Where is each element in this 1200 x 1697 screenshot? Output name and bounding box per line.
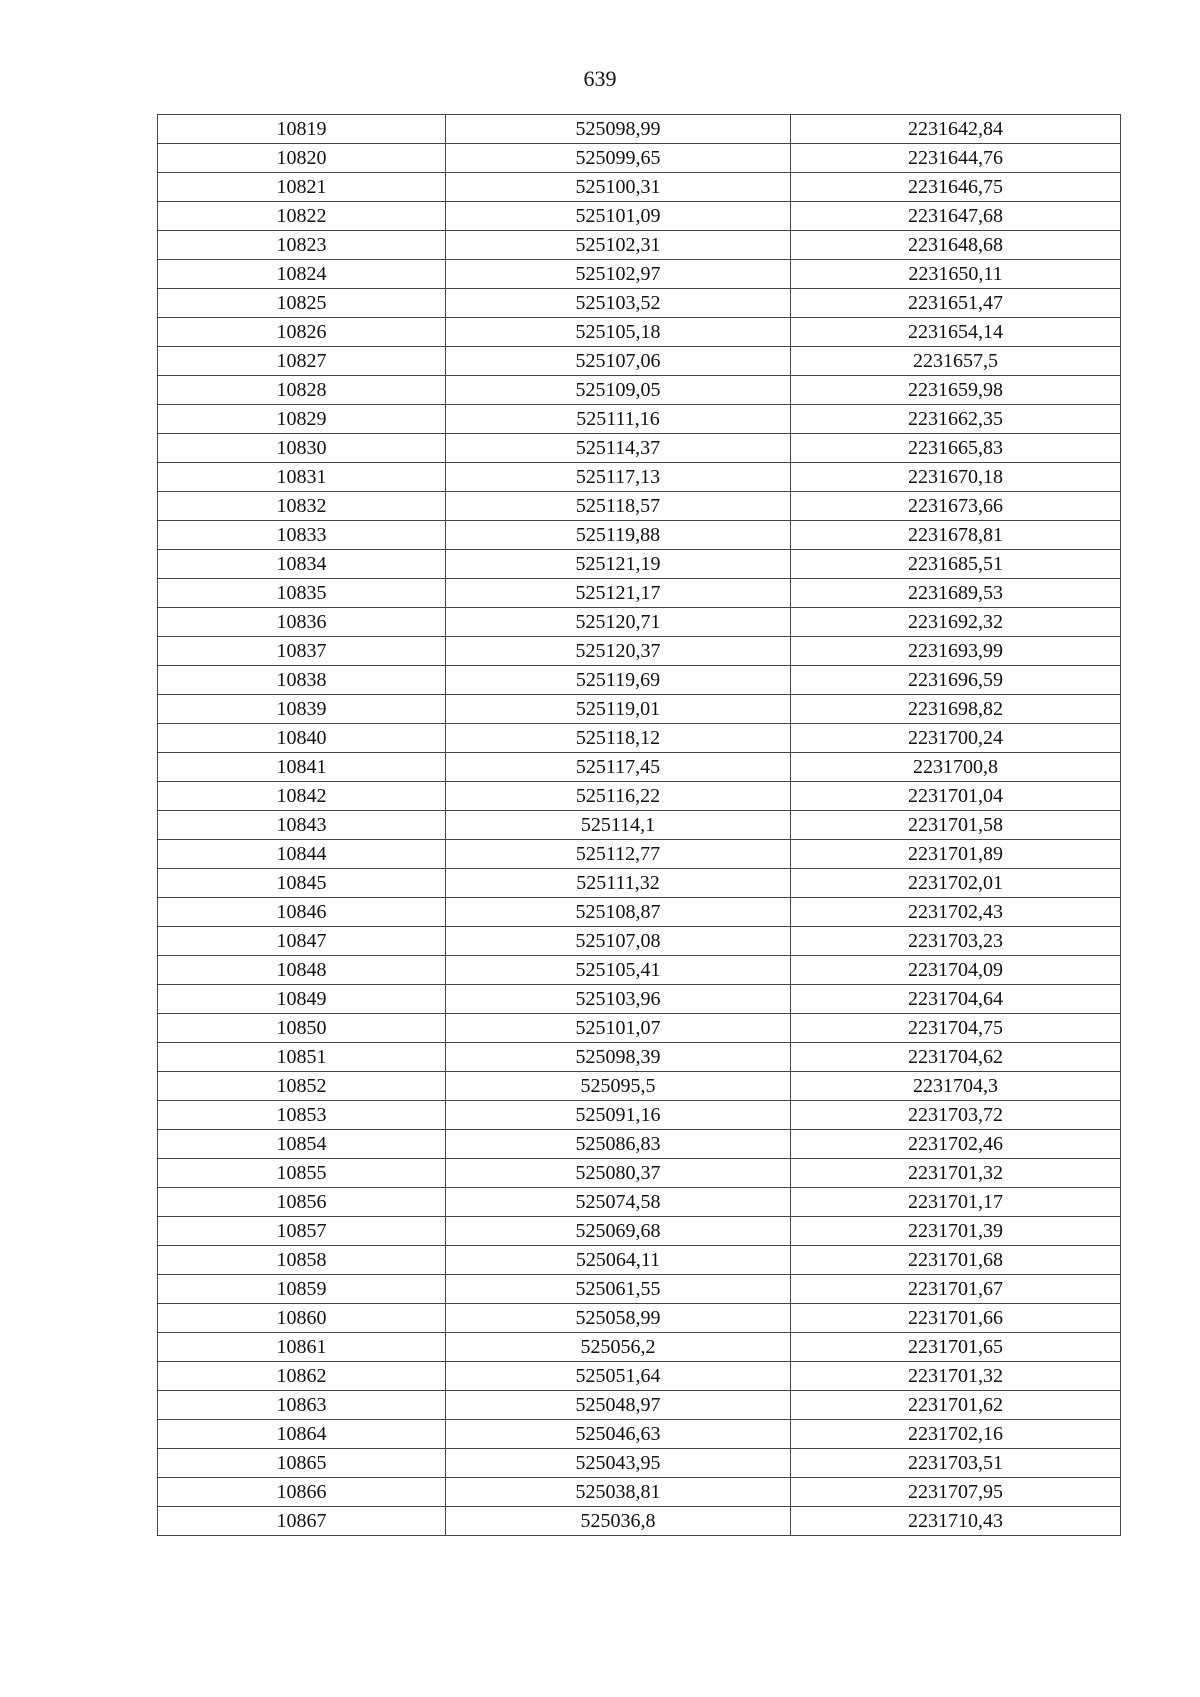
table-row (158, 1014, 1121, 1043)
y-coordinate-cell: 2231701,39 (791, 1217, 1121, 1246)
x-coordinate-cell: 525111,32 (446, 869, 791, 898)
y-coordinate-cell: 2231670,18 (791, 463, 1121, 492)
table-row (158, 1188, 1121, 1217)
x-coordinate-cell: 525114,1 (446, 811, 791, 840)
x-coordinate-cell: 525112,77 (446, 840, 791, 869)
x-coordinate-cell: 525107,06 (446, 347, 791, 376)
table-row (158, 289, 1121, 318)
point-number-cell: 10830 (158, 434, 446, 463)
table-row (158, 840, 1121, 869)
x-coordinate-cell: 525108,87 (446, 898, 791, 927)
x-coordinate-cell: 525118,57 (446, 492, 791, 521)
table-row (158, 1072, 1121, 1101)
point-number-cell: 10841 (158, 753, 446, 782)
y-coordinate-cell: 2231644,76 (791, 144, 1121, 173)
y-coordinate-cell: 2231696,59 (791, 666, 1121, 695)
point-number-cell: 10852 (158, 1072, 446, 1101)
table-row (158, 1217, 1121, 1246)
table-row (158, 376, 1121, 405)
x-coordinate-cell: 525121,17 (446, 579, 791, 608)
table-row (158, 1275, 1121, 1304)
y-coordinate-cell: 2231701,04 (791, 782, 1121, 811)
y-coordinate-cell: 2231704,64 (791, 985, 1121, 1014)
table-row (158, 666, 1121, 695)
table-row (158, 405, 1121, 434)
y-coordinate-cell: 2231702,01 (791, 869, 1121, 898)
table-row (158, 898, 1121, 927)
point-number-cell: 10845 (158, 869, 446, 898)
x-coordinate-cell: 525116,22 (446, 782, 791, 811)
point-number-cell: 10857 (158, 1217, 446, 1246)
x-coordinate-cell: 525103,52 (446, 289, 791, 318)
table-row (158, 1391, 1121, 1420)
y-coordinate-cell: 2231703,72 (791, 1101, 1121, 1130)
y-coordinate-cell: 2231693,99 (791, 637, 1121, 666)
y-coordinate-cell: 2231692,32 (791, 608, 1121, 637)
x-coordinate-cell: 525119,69 (446, 666, 791, 695)
x-coordinate-cell: 525118,12 (446, 724, 791, 753)
y-coordinate-cell: 2231647,68 (791, 202, 1121, 231)
point-number-cell: 10851 (158, 1043, 446, 1072)
y-coordinate-cell: 2231701,65 (791, 1333, 1121, 1362)
point-number-cell: 10842 (158, 782, 446, 811)
point-number-cell: 10834 (158, 550, 446, 579)
point-number-cell: 10844 (158, 840, 446, 869)
point-number-cell: 10846 (158, 898, 446, 927)
table-row (158, 1449, 1121, 1478)
y-coordinate-cell: 2231662,35 (791, 405, 1121, 434)
point-number-cell: 10832 (158, 492, 446, 521)
table-row (158, 637, 1121, 666)
y-coordinate-cell: 2231701,66 (791, 1304, 1121, 1333)
coordinates-table (157, 114, 1121, 1536)
point-number-cell: 10864 (158, 1420, 446, 1449)
x-coordinate-cell: 525061,55 (446, 1275, 791, 1304)
point-number-cell: 10829 (158, 405, 446, 434)
point-number-cell: 10835 (158, 579, 446, 608)
y-coordinate-cell: 2231703,51 (791, 1449, 1121, 1478)
x-coordinate-cell: 525074,58 (446, 1188, 791, 1217)
table-row (158, 463, 1121, 492)
y-coordinate-cell: 2231703,23 (791, 927, 1121, 956)
point-number-cell: 10843 (158, 811, 446, 840)
x-coordinate-cell: 525105,41 (446, 956, 791, 985)
table-row (158, 492, 1121, 521)
point-number-cell: 10866 (158, 1478, 446, 1507)
y-coordinate-cell: 2231685,51 (791, 550, 1121, 579)
table-row (158, 521, 1121, 550)
y-coordinate-cell: 2231704,3 (791, 1072, 1121, 1101)
x-coordinate-cell: 525117,13 (446, 463, 791, 492)
table-row (158, 173, 1121, 202)
y-coordinate-cell: 2231678,81 (791, 521, 1121, 550)
point-number-cell: 10827 (158, 347, 446, 376)
table-row (158, 782, 1121, 811)
y-coordinate-cell: 2231702,16 (791, 1420, 1121, 1449)
point-number-cell: 10821 (158, 173, 446, 202)
x-coordinate-cell: 525080,37 (446, 1159, 791, 1188)
x-coordinate-cell: 525046,63 (446, 1420, 791, 1449)
x-coordinate-cell: 525095,5 (446, 1072, 791, 1101)
y-coordinate-cell: 2231698,82 (791, 695, 1121, 724)
table-row (158, 869, 1121, 898)
x-coordinate-cell: 525091,16 (446, 1101, 791, 1130)
x-coordinate-cell: 525105,18 (446, 318, 791, 347)
point-number-cell: 10819 (158, 115, 446, 144)
x-coordinate-cell: 525056,2 (446, 1333, 791, 1362)
y-coordinate-cell: 2231701,58 (791, 811, 1121, 840)
y-coordinate-cell: 2231701,68 (791, 1246, 1121, 1275)
y-coordinate-cell: 2231704,75 (791, 1014, 1121, 1043)
table-row (158, 985, 1121, 1014)
x-coordinate-cell: 525100,31 (446, 173, 791, 202)
table-row (158, 260, 1121, 289)
y-coordinate-cell: 2231701,62 (791, 1391, 1121, 1420)
x-coordinate-cell: 525109,05 (446, 376, 791, 405)
point-number-cell: 10820 (158, 144, 446, 173)
x-coordinate-cell: 525119,88 (446, 521, 791, 550)
table-row (158, 811, 1121, 840)
table-row (158, 144, 1121, 173)
y-coordinate-cell: 2231704,09 (791, 956, 1121, 985)
coordinates-table-body (158, 115, 1121, 1536)
x-coordinate-cell: 525048,97 (446, 1391, 791, 1420)
y-coordinate-cell: 2231659,98 (791, 376, 1121, 405)
point-number-cell: 10825 (158, 289, 446, 318)
x-coordinate-cell: 525058,99 (446, 1304, 791, 1333)
x-coordinate-cell: 525119,01 (446, 695, 791, 724)
x-coordinate-cell: 525098,99 (446, 115, 791, 144)
table-row (158, 1507, 1121, 1536)
y-coordinate-cell: 2231701,17 (791, 1188, 1121, 1217)
y-coordinate-cell: 2231710,43 (791, 1507, 1121, 1536)
x-coordinate-cell: 525114,37 (446, 434, 791, 463)
table-row (158, 550, 1121, 579)
y-coordinate-cell: 2231701,67 (791, 1275, 1121, 1304)
point-number-cell: 10854 (158, 1130, 446, 1159)
y-coordinate-cell: 2231651,47 (791, 289, 1121, 318)
table-row (158, 115, 1121, 144)
y-coordinate-cell: 2231702,43 (791, 898, 1121, 927)
x-coordinate-cell: 525098,39 (446, 1043, 791, 1072)
point-number-cell: 10860 (158, 1304, 446, 1333)
point-number-cell: 10855 (158, 1159, 446, 1188)
y-coordinate-cell: 2231673,66 (791, 492, 1121, 521)
table-row (158, 1304, 1121, 1333)
table-row (158, 1362, 1121, 1391)
table-row (158, 202, 1121, 231)
point-number-cell: 10853 (158, 1101, 446, 1130)
point-number-cell: 10847 (158, 927, 446, 956)
x-coordinate-cell: 525043,95 (446, 1449, 791, 1478)
x-coordinate-cell: 525120,37 (446, 637, 791, 666)
y-coordinate-cell: 2231657,5 (791, 347, 1121, 376)
point-number-cell: 10831 (158, 463, 446, 492)
table-row (158, 1159, 1121, 1188)
table-row (158, 1478, 1121, 1507)
table-row (158, 724, 1121, 753)
table-row (158, 927, 1121, 956)
y-coordinate-cell: 2231701,89 (791, 840, 1121, 869)
x-coordinate-cell: 525064,11 (446, 1246, 791, 1275)
point-number-cell: 10822 (158, 202, 446, 231)
x-coordinate-cell: 525111,16 (446, 405, 791, 434)
y-coordinate-cell: 2231704,62 (791, 1043, 1121, 1072)
table-row (158, 1420, 1121, 1449)
x-coordinate-cell: 525069,68 (446, 1217, 791, 1246)
table-row (158, 1101, 1121, 1130)
y-coordinate-cell: 2231654,14 (791, 318, 1121, 347)
table-row (158, 318, 1121, 347)
point-number-cell: 10850 (158, 1014, 446, 1043)
point-number-cell: 10862 (158, 1362, 446, 1391)
point-number-cell: 10828 (158, 376, 446, 405)
y-coordinate-cell: 2231646,75 (791, 173, 1121, 202)
point-number-cell: 10824 (158, 260, 446, 289)
point-number-cell: 10856 (158, 1188, 446, 1217)
y-coordinate-cell: 2231700,8 (791, 753, 1121, 782)
y-coordinate-cell: 2231702,46 (791, 1130, 1121, 1159)
point-number-cell: 10848 (158, 956, 446, 985)
point-number-cell: 10836 (158, 608, 446, 637)
x-coordinate-cell: 525102,97 (446, 260, 791, 289)
point-number-cell: 10826 (158, 318, 446, 347)
x-coordinate-cell: 525107,08 (446, 927, 791, 956)
x-coordinate-cell: 525102,31 (446, 231, 791, 260)
y-coordinate-cell: 2231650,11 (791, 260, 1121, 289)
point-number-cell: 10863 (158, 1391, 446, 1420)
table-row (158, 231, 1121, 260)
point-number-cell: 10833 (158, 521, 446, 550)
point-number-cell: 10859 (158, 1275, 446, 1304)
table-row (158, 1043, 1121, 1072)
x-coordinate-cell: 525120,71 (446, 608, 791, 637)
point-number-cell: 10867 (158, 1507, 446, 1536)
x-coordinate-cell: 525101,07 (446, 1014, 791, 1043)
point-number-cell: 10865 (158, 1449, 446, 1478)
x-coordinate-cell: 525117,45 (446, 753, 791, 782)
table-row (158, 1333, 1121, 1362)
point-number-cell: 10849 (158, 985, 446, 1014)
table-row (158, 753, 1121, 782)
table-row (158, 347, 1121, 376)
point-number-cell: 10858 (158, 1246, 446, 1275)
table-row (158, 695, 1121, 724)
point-number-cell: 10839 (158, 695, 446, 724)
x-coordinate-cell: 525086,83 (446, 1130, 791, 1159)
table-row (158, 1130, 1121, 1159)
x-coordinate-cell: 525038,81 (446, 1478, 791, 1507)
x-coordinate-cell: 525121,19 (446, 550, 791, 579)
x-coordinate-cell: 525103,96 (446, 985, 791, 1014)
point-number-cell: 10837 (158, 637, 446, 666)
table-row (158, 956, 1121, 985)
point-number-cell: 10823 (158, 231, 446, 260)
x-coordinate-cell: 525036,8 (446, 1507, 791, 1536)
point-number-cell: 10840 (158, 724, 446, 753)
x-coordinate-cell: 525099,65 (446, 144, 791, 173)
y-coordinate-cell: 2231642,84 (791, 115, 1121, 144)
point-number-cell: 10861 (158, 1333, 446, 1362)
table-row (158, 579, 1121, 608)
x-coordinate-cell: 525051,64 (446, 1362, 791, 1391)
point-number-cell: 10838 (158, 666, 446, 695)
y-coordinate-cell: 2231701,32 (791, 1159, 1121, 1188)
y-coordinate-cell: 2231707,95 (791, 1478, 1121, 1507)
table-row (158, 434, 1121, 463)
y-coordinate-cell: 2231689,53 (791, 579, 1121, 608)
x-coordinate-cell: 525101,09 (446, 202, 791, 231)
y-coordinate-cell: 2231648,68 (791, 231, 1121, 260)
page-number: 639 (583, 66, 617, 91)
table-row (158, 608, 1121, 637)
y-coordinate-cell: 2231700,24 (791, 724, 1121, 753)
table-row (158, 1246, 1121, 1275)
y-coordinate-cell: 2231701,32 (791, 1362, 1121, 1391)
y-coordinate-cell: 2231665,83 (791, 434, 1121, 463)
